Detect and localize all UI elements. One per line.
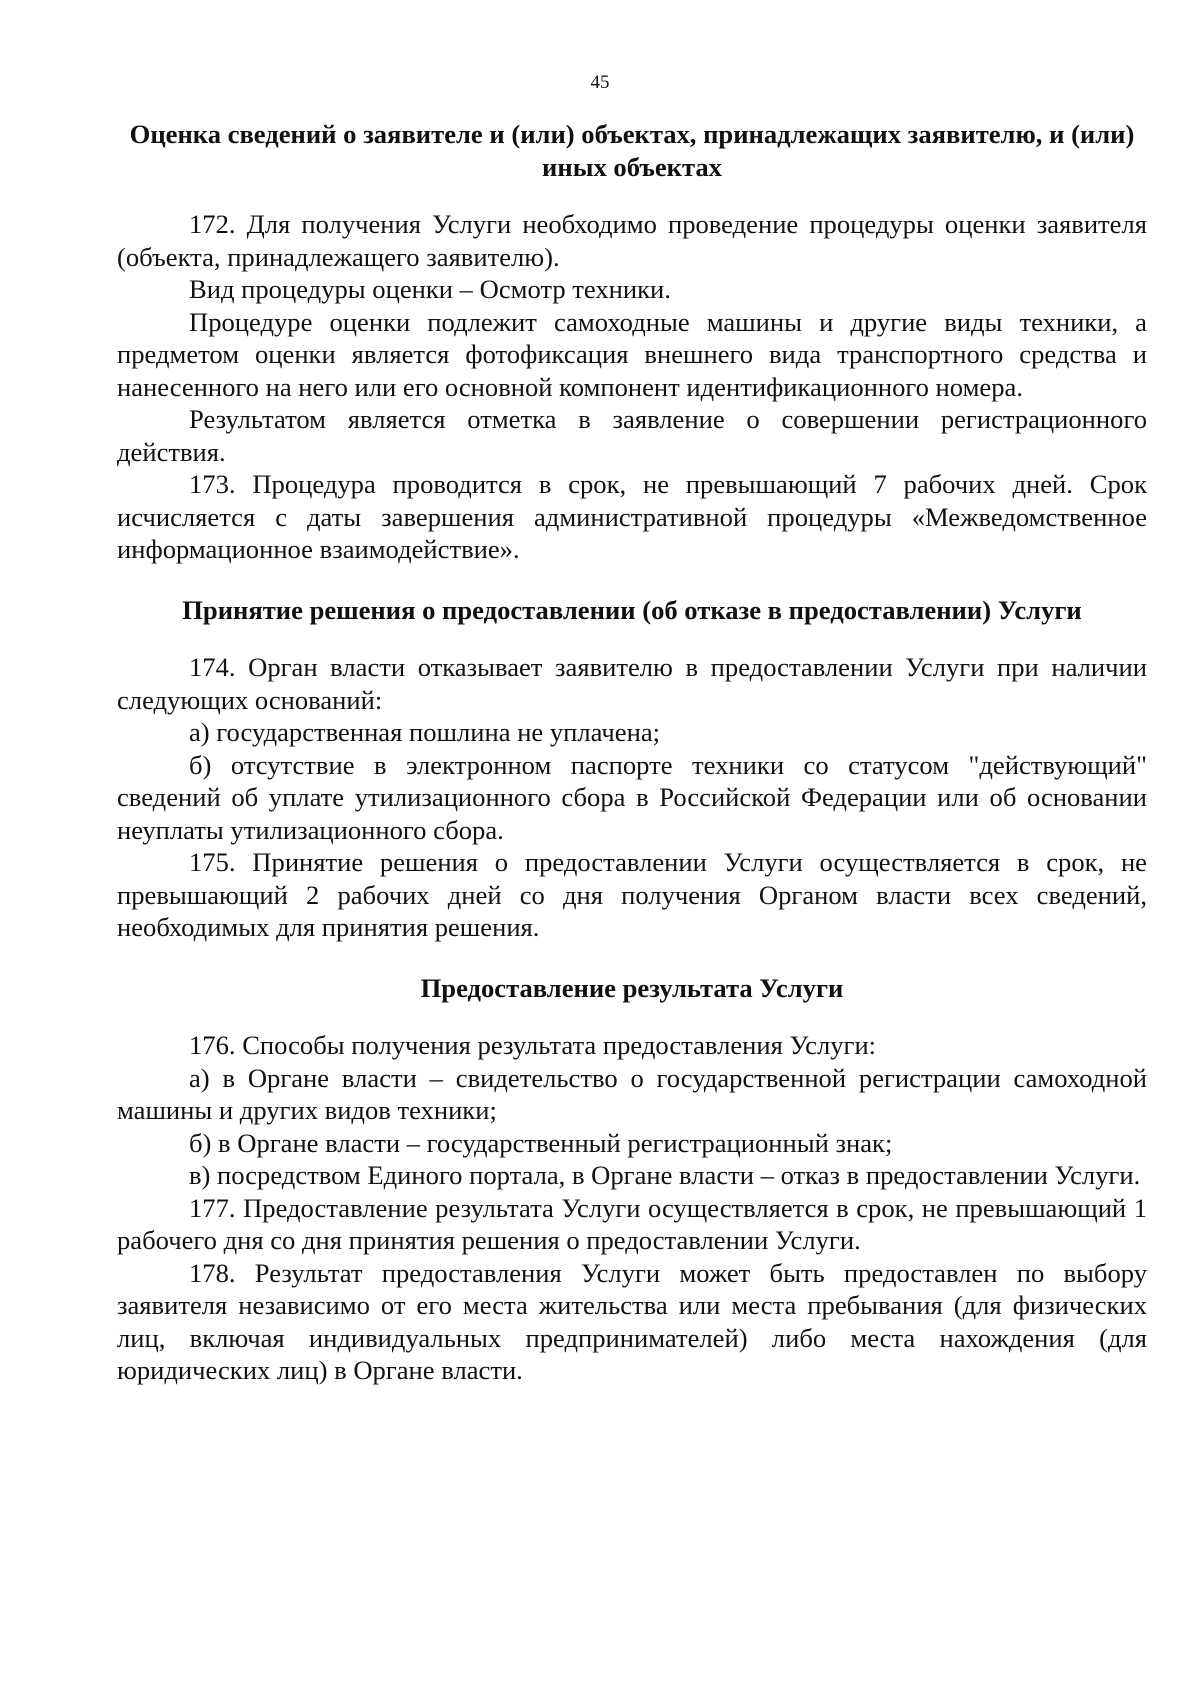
paragraph-173: 173. Процедура проводится в срок, не превышающий 7 рабочих дней. Срок исчисляется с даты завершения административной процедуры «Межведомственное информационное взаимодействие». <box>117 469 1147 564</box>
section-assessment <box>117 118 1147 566</box>
paragraph-174-a: а) государственная пошлина не уплачена; <box>189 717 661 747</box>
section-heading: Принятие решения о предоставлении (об отказе в предоставлении) Услуги <box>182 594 1082 625</box>
paragraph-174: 174. Орган власти отказывает заявителю в предоставлении Услуги при наличии следующих оснований: <box>117 652 1147 715</box>
paragraph-172: 172. Для получения Услуги необходимо проведение процедуры оценки заявителя (объекта, принадлежащего заявителю). <box>117 209 1147 272</box>
section-heading: Оценка сведений о заявителе и (или) объектах, принадлежащих заявителю, и (или) иных объектах <box>129 119 1135 182</box>
paragraph-176: 176. Способы получения результата предоставления Услуги: <box>189 1030 877 1060</box>
section-result-delivery <box>117 972 1147 1387</box>
paragraph-175: 175. Принятие решения о предоставлении Услуги осуществляется в срок, не превышающий 2 рабочих дней со дня получения Органом власти всех сведений, необходимых для принятия решения. <box>117 847 1147 942</box>
page-number: 45 <box>590 72 610 93</box>
section-heading: Предоставление результата Услуги <box>420 972 844 1003</box>
paragraph-assessment-result: Результатом является отметка в заявление о совершении регистрационного действия. <box>117 404 1147 467</box>
paragraph-176-a: а) в Органе власти – свидетельство о государственной регистрации самоходной машины и других видов техники; <box>117 1062 1147 1125</box>
paragraph-assessment-subject: Процедуре оценки подлежит самоходные машины и другие виды техники, а предметом оценки является фотофиксация внешнего вида транспортного средства и нанесенного на него или его основной компонент идентификационного номера. <box>117 306 1147 402</box>
paragraph-177: 177. Предоставление результата Услуги осуществляется в срок, не превышающий 1 рабочего дня со дня принятия решения о предоставлении Услуги. <box>117 1192 1147 1255</box>
paragraph-178: 178. Результат предоставления Услуги может быть предоставлен по выбору заявителя независимо от его места жительства или места пребывания (для физических лиц, включая индивидуальных предпринимателей) либо места нахождения (для юридических лиц) в Органе власти. <box>117 1257 1147 1385</box>
paragraph-174-b: б) отсутствие в электронном паспорте техники со статусом "действующий" сведений об уплате утилизационного сбора в Российской Федерации или об основании неуплаты утилизационного сбора. <box>117 749 1147 845</box>
document-body <box>117 118 1147 1387</box>
paragraph-176-c: в) посредством Единого портала, в Органе власти – отказ в предоставлении Услуги. <box>189 1160 1141 1190</box>
paragraph-procedure-type: Вид процедуры оценки – Осмотр техники. <box>189 274 671 304</box>
paragraph-176-b: б) в Органе власти – государственный регистрационный знак; <box>189 1127 893 1158</box>
section-decision <box>117 594 1147 944</box>
